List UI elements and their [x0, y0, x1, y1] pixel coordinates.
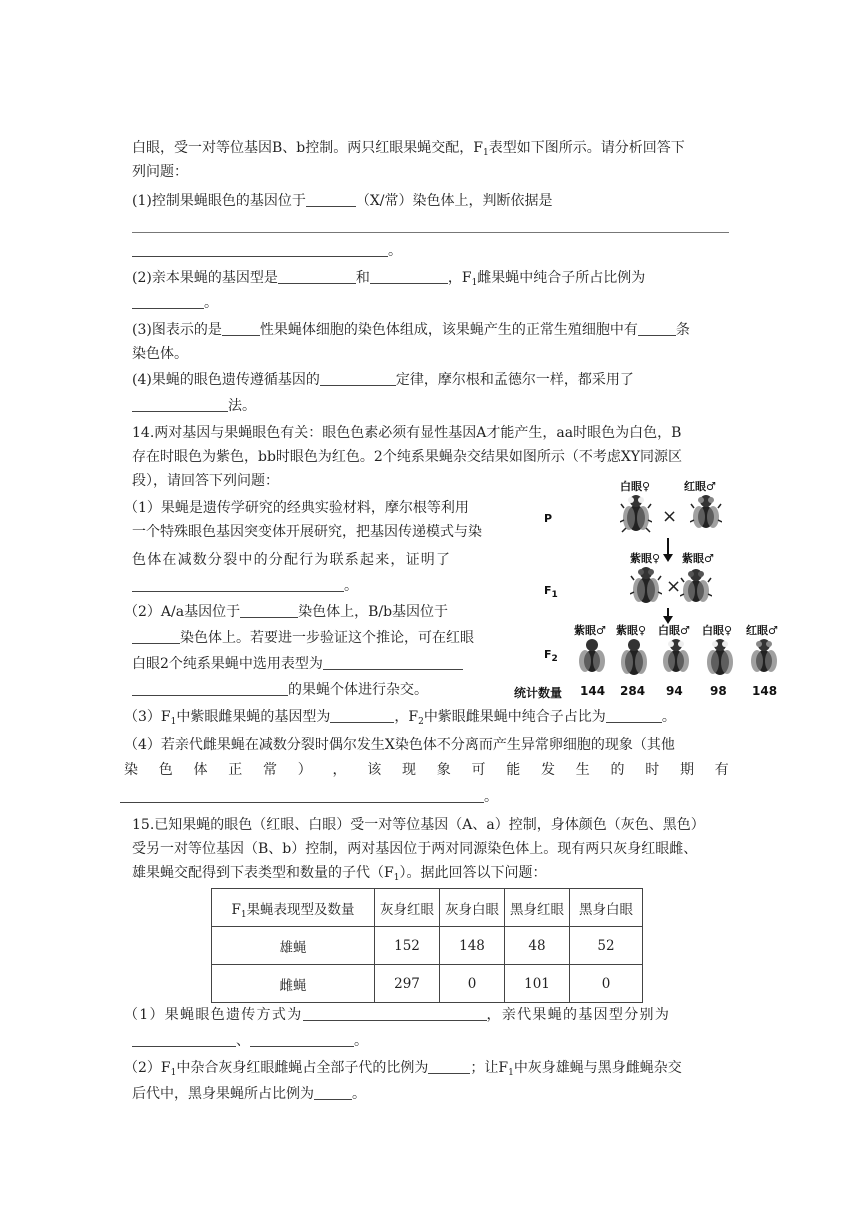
q13-part3-line2: 染色体。: [132, 346, 188, 362]
q13-part1-end: 。: [132, 241, 402, 261]
count-value: 144: [580, 684, 606, 698]
q14-s2-c: 白眼2个纯系果蝇中选用表型为: [132, 654, 463, 674]
p-male-label: 红眼♂: [684, 480, 716, 493]
intro-line-1: 白眼，受一对等位基因B、b控制。两只红眼果蝇交配，$F_1$表型如下图所示。请分析回答下: [132, 140, 685, 158]
intro-line-2: 列问题：: [132, 164, 188, 180]
fly-icon: [618, 636, 650, 678]
q13-part2: (2)亲本果蝇的基因型是 和 ，$F_1$雌果蝇中纯合子所占比例为: [132, 270, 646, 288]
arrow-down-icon: [667, 608, 669, 618]
cross-diagram: [512, 476, 782, 706]
count-value: 98: [710, 684, 727, 698]
p-female-label: 白眼♀: [620, 480, 651, 493]
count-value: 94: [666, 684, 683, 698]
fly-icon: [630, 564, 662, 606]
f1-male-label: 紫眼♂: [682, 552, 714, 565]
table-row: [212, 965, 643, 1003]
q13-part3: (3)图表示的是 性果蝇体细胞的染色体组成，该果蝇产生的正常生殖细胞中有 条: [132, 322, 690, 338]
table-cell: 297: [375, 965, 440, 1003]
fly-icon: [748, 636, 780, 678]
table-cell: 0: [570, 965, 643, 1003]
count-label: 统计数量: [514, 686, 563, 700]
arrow-down-icon: [667, 538, 669, 556]
table-header-cell: 黑身红眼: [505, 889, 570, 927]
count-value: 284: [620, 684, 646, 698]
table-cell: 0: [440, 965, 505, 1003]
q14-s3: $(3)F_1$中紫眼雌果蝇的基因型为 ，$F_2$中紫眼雌果蝇中纯合子占比为 。: [124, 709, 676, 727]
row-label-f2: $F_2$: [544, 648, 558, 664]
count-value: 148: [752, 684, 778, 698]
row-label-f1: $F_1$: [544, 584, 558, 600]
q14-s2-d: 的果蝇个体进行杂交。: [132, 680, 428, 700]
cross-symbol: ×: [662, 506, 678, 527]
fly-icon: [690, 492, 722, 534]
f2-label: 白眼♀: [702, 624, 733, 637]
q14-s4-end: 。: [120, 787, 498, 807]
q14-stem-3: 段），请回答下列问题：: [132, 473, 279, 489]
q15-stem-3: 雄果蝇交配得到下表类型和数量的子代$(F_1)$。据此回答以下问题：: [132, 865, 547, 883]
table-cell: 52: [570, 927, 643, 965]
table-cell: 148: [440, 927, 505, 965]
table-cell: 101: [505, 965, 570, 1003]
answer-blank-line[interactable]: [132, 232, 729, 233]
q15-s1: （1）果蝇眼色遗传方式为 ，亲代果蝇的基因型分别为: [124, 1007, 671, 1023]
table-header-cell: 黑身白眼: [570, 889, 643, 927]
q13-part4-end: 法。: [132, 396, 256, 416]
q13-part2-end: 。: [132, 293, 218, 313]
q14-s4-a: （4）若亲代雌果蝇在减数分裂时偶尔发生X染色体不分离而产生异常卵细胞的现象（其他: [124, 737, 675, 753]
q15-stem-2: 受另一对等位基因（B、b）控制，两对基因位于两对同源染色体上。现有两只灰身红眼雌、: [132, 841, 698, 857]
f2-label: 红眼♂: [746, 624, 778, 637]
fly-icon: [704, 636, 736, 678]
fly-icon: [660, 636, 692, 678]
q14-stem-2: 存在时眼色为紫色，bb时眼色为红色。2个纯系果蝇杂交结果如图所示（不考虑XY同源区: [132, 449, 683, 465]
q14-s4-b: 染 色 体 正 常 ） ， 该 现 象 可 能 发 生 的 时 期 有: [124, 762, 729, 778]
q14-s1-c: 色体在减数分裂中的分配行为联系起来，证明了: [132, 552, 452, 568]
q14-s1-end: 。: [132, 576, 358, 596]
q13-part4: (4)果蝇的眼色遗传遵循基因的 定律，摩尔根和孟德尔一样，都采用了: [132, 372, 634, 388]
table-header-cell: 灰身红眼: [375, 889, 440, 927]
table-cell: 雄蝇: [212, 927, 375, 965]
table-header-cell: 灰身白眼: [440, 889, 505, 927]
q15-stem-1: 15.已知果蝇的眼色（红眼、白眼）受一对等位基因（A、a）控制，身体颜色（灰色、黑色）: [132, 817, 705, 833]
table-row: [212, 927, 643, 965]
q14-s2-b: 染色体上。若要进一步验证这个推论，可在红眼: [132, 628, 474, 648]
row-label-p: P: [544, 512, 553, 525]
fly-icon: [680, 566, 712, 608]
f2-label: 紫眼♀: [616, 624, 647, 637]
table-cell: 48: [505, 927, 570, 965]
table-header-cell: $F_1$果蝇表现型及数量: [212, 889, 375, 927]
f2-label: 紫眼♂: [574, 624, 606, 637]
table-cell: 152: [375, 927, 440, 965]
table-header-row: [212, 889, 643, 927]
fly-icon: [620, 492, 652, 534]
f1-female-label: 紫眼♀: [630, 552, 661, 565]
q14-s1-a: （1）果蝇是遗传学研究的经典实验材料，摩尔根等利用: [124, 500, 469, 516]
q15-s2: $(2)F_1$中杂合灰身红眼雌蝇占全部子代的比例为 ；让$F_1$中灰身雄蝇与黑身雌蝇杂交: [124, 1060, 682, 1078]
q14-s1-b: 一个特殊眼色基因突变体开展研究，把基因传递模式与染: [132, 524, 482, 540]
cross-symbol: ×: [666, 576, 682, 597]
q15-s1-line2: 、 。: [132, 1031, 368, 1051]
q14-s2-a: （2）A/a基因位于 染色体上，B/b基因位于: [124, 604, 449, 620]
q15-s2-line2: 后代中，黑身果蝇所占比例为 。: [132, 1086, 366, 1102]
fly-icon: [576, 636, 608, 678]
table-cell: 雌蝇: [212, 965, 375, 1003]
q13-part1: (1)控制果蝇眼色的基因位于 （X/常）染色体上，判断依据是: [132, 193, 553, 209]
f2-label: 白眼♂: [658, 624, 690, 637]
offspring-table: [211, 888, 643, 1003]
q14-stem-1: 14.两对基因与果蝇眼色有关：眼色色素必须有显性基因A才能产生，aa时眼色为白色，B: [132, 425, 682, 441]
